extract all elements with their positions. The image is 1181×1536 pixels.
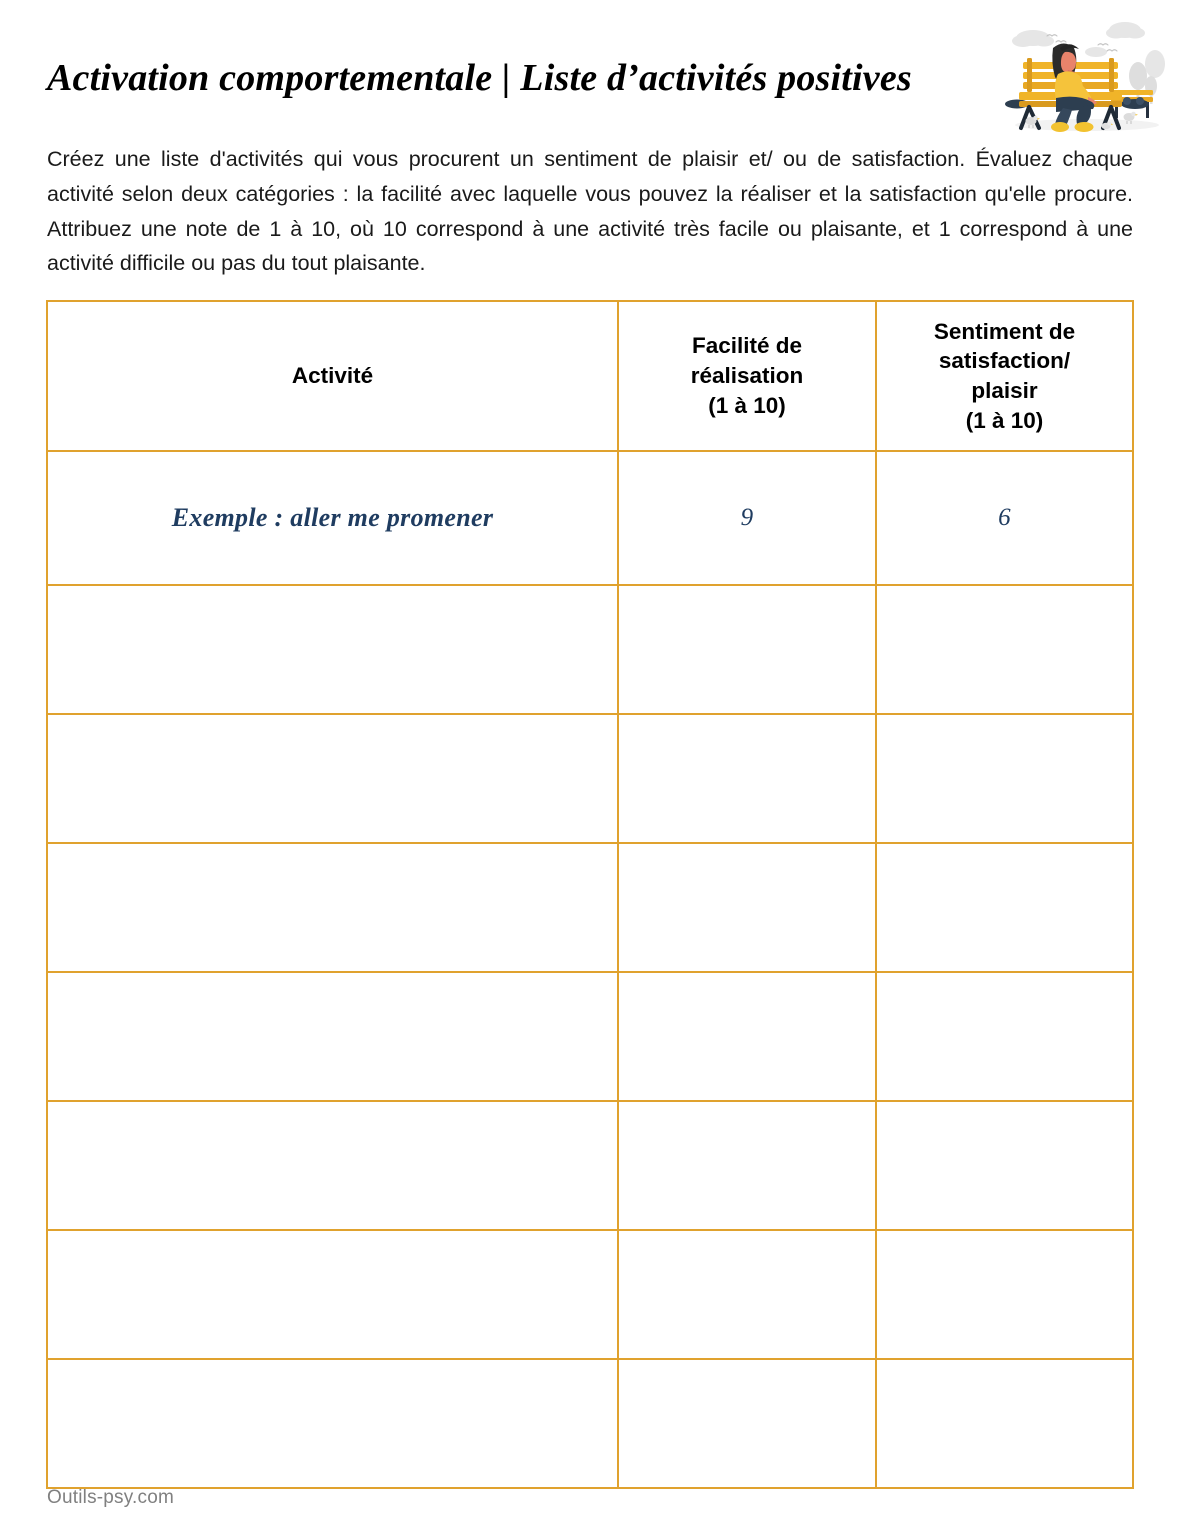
blank-ease-cell[interactable] (618, 1230, 876, 1359)
blank-activity-cell[interactable] (47, 1359, 618, 1488)
activities-table (46, 300, 1134, 1489)
blank-satisfaction-cell[interactable] (876, 972, 1133, 1101)
column-header-satisfaction-line-2: satisfaction/ (938, 348, 1071, 374)
blank-satisfaction-cell[interactable] (876, 585, 1133, 714)
blank-satisfaction-cell[interactable] (876, 1230, 1133, 1359)
example-row (47, 451, 1133, 585)
column-header-ease-line-2: réalisation (690, 363, 804, 389)
woman-on-park-bench-illustration (1003, 12, 1171, 140)
blank-activity-cell[interactable] (47, 972, 618, 1101)
blank-rows-body (47, 585, 1133, 1488)
column-header-satisfaction-line-1: Sentiment de (933, 318, 1076, 344)
column-header-ease-line-3: (1 à 10) (708, 392, 786, 418)
column-header-satisfaction (876, 301, 1133, 451)
blank-satisfaction-cell[interactable] (876, 714, 1133, 843)
example-ease-cell: 9 (618, 451, 876, 585)
table-row (47, 585, 1133, 714)
blank-activity-cell[interactable] (47, 1230, 618, 1359)
blank-activity-cell[interactable] (47, 843, 618, 972)
table-row (47, 1359, 1133, 1488)
blank-activity-cell[interactable] (47, 1101, 618, 1230)
blank-activity-cell[interactable] (47, 714, 618, 843)
blank-ease-cell[interactable] (618, 1101, 876, 1230)
blank-ease-cell[interactable] (618, 1359, 876, 1488)
blank-satisfaction-cell[interactable] (876, 1359, 1133, 1488)
illustration-svg (1003, 12, 1171, 140)
blank-ease-cell[interactable] (618, 585, 876, 714)
blank-ease-cell[interactable] (618, 972, 876, 1101)
page-title: Activation comportementale | Liste d’activités positives (47, 57, 912, 99)
blank-satisfaction-cell[interactable] (876, 1101, 1133, 1230)
column-header-activity (47, 301, 618, 451)
column-header-satisfaction-line-4: (1 à 10) (965, 407, 1044, 433)
example-activity-cell: Exemple : aller me promener (47, 451, 618, 585)
table-row (47, 714, 1133, 843)
table-row (47, 972, 1133, 1101)
column-header-activity-line-1: Activité (291, 363, 374, 389)
column-header-ease (618, 301, 876, 451)
table-header-row (47, 301, 1133, 451)
table-row (47, 843, 1133, 972)
table-row (47, 1230, 1133, 1359)
blank-ease-cell[interactable] (618, 843, 876, 972)
blank-ease-cell[interactable] (618, 714, 876, 843)
instructions-paragraph: Créez une liste d'activités qui vous procurent un sentiment de plaisir et/ ou de satisfaction. Évaluez chaque activité selon deux catégories : la facilité avec laquelle vous pouvez la réaliser et la satisfaction qu'elle procure. Attribuez une note de 1 à 10, où 10 correspond à une activité très facile ou plaisante, et 1 correspond à une activité difficile ou pas du tout plaisante. (47, 147, 1133, 276)
example-satisfaction-cell: 6 (876, 451, 1133, 585)
table-row (47, 1101, 1133, 1230)
footer-site-credit: Outils-psy.com (47, 1487, 175, 1508)
column-header-ease-line-1: Facilité de (691, 333, 803, 359)
blank-satisfaction-cell[interactable] (876, 843, 1133, 972)
table-body (47, 451, 1133, 585)
column-header-satisfaction-line-3: plaisir (971, 378, 1038, 403)
blank-activity-cell[interactable] (47, 585, 618, 714)
